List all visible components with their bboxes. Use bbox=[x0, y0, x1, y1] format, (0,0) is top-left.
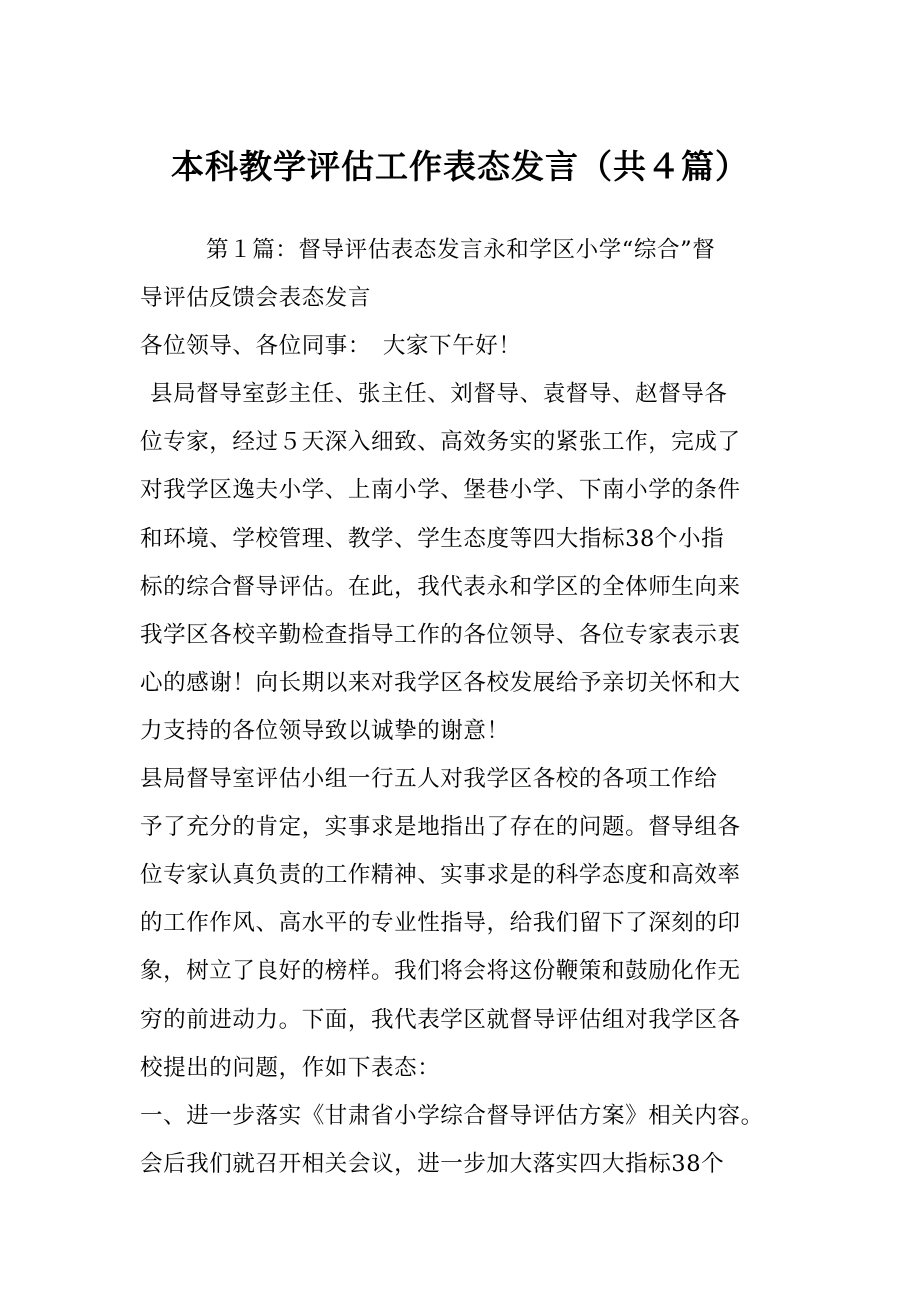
paragraph-line: 第１篇：督导评估表态发言永和学区小学“综合”督 bbox=[206, 237, 716, 263]
paragraph-line: 导评估反馈会表态发言 bbox=[140, 285, 372, 312]
document-body bbox=[140, 226, 786, 1188]
paragraph-line: 县局督导室彭主任、张主任、刘督导、袁督导、赵督导各 bbox=[150, 381, 728, 408]
paragraph-line: 位专家，经过５天深入细致、高效务实的紧张工作，完成了 bbox=[140, 429, 741, 456]
paragraph-line: 位专家认真负责的工作精神、实事求是的科学态度和高效率 bbox=[140, 862, 741, 889]
paragraph-line: 穷的前进动力。下面，我代表学区就督导评估组对我学区各 bbox=[140, 1006, 741, 1033]
paragraph-line: 我学区各校辛勤检查指导工作的各位领导、各位专家表示衷 bbox=[140, 621, 741, 648]
paragraph-line: 会后我们就召开相关会议，进一步加大落实四大指标38个 bbox=[140, 1150, 725, 1177]
paragraph-line: 一、进一步落实《甘肃省小学综合督导评估方案》相关内容。 bbox=[140, 1102, 764, 1129]
paragraph-line: 力支持的各位领导致以诚挚的谢意！ bbox=[140, 717, 510, 744]
paragraph-line: 校提出的问题，作如下表态： bbox=[140, 1054, 441, 1081]
salutation-line: 各位领导、各位同事： 大家下午好！ bbox=[140, 333, 522, 360]
document-title: 本科教学评估工作表态发言（共４篇） bbox=[171, 147, 749, 186]
paragraph-line: 象，树立了良好的榜样。我们将会将这份鞭策和鼓励化作无 bbox=[140, 958, 741, 985]
paragraph-line: 对我学区逸夫小学、上南小学、堡巷小学、下南小学的条件 bbox=[140, 477, 741, 504]
paragraph-line: 予了充分的肯定，实事求是地指出了存在的问题。督导组各 bbox=[140, 814, 741, 841]
paragraph-line: 县局督导室评估小组一行五人对我学区各校的各项工作给 bbox=[140, 766, 718, 793]
paragraph-line: 和环境、学校管理、教学、学生态度等四大指标38个小指 bbox=[140, 525, 725, 552]
paragraph-line: 标的综合督导评估。在此，我代表永和学区的全体师生向来 bbox=[140, 573, 741, 600]
paragraph-line: 心的感谢！向长期以来对我学区各校发展给予亲切关怀和大 bbox=[140, 669, 741, 696]
paragraph-line: 的工作作风、高水平的专业性指导，给我们留下了深刻的印 bbox=[140, 910, 741, 937]
